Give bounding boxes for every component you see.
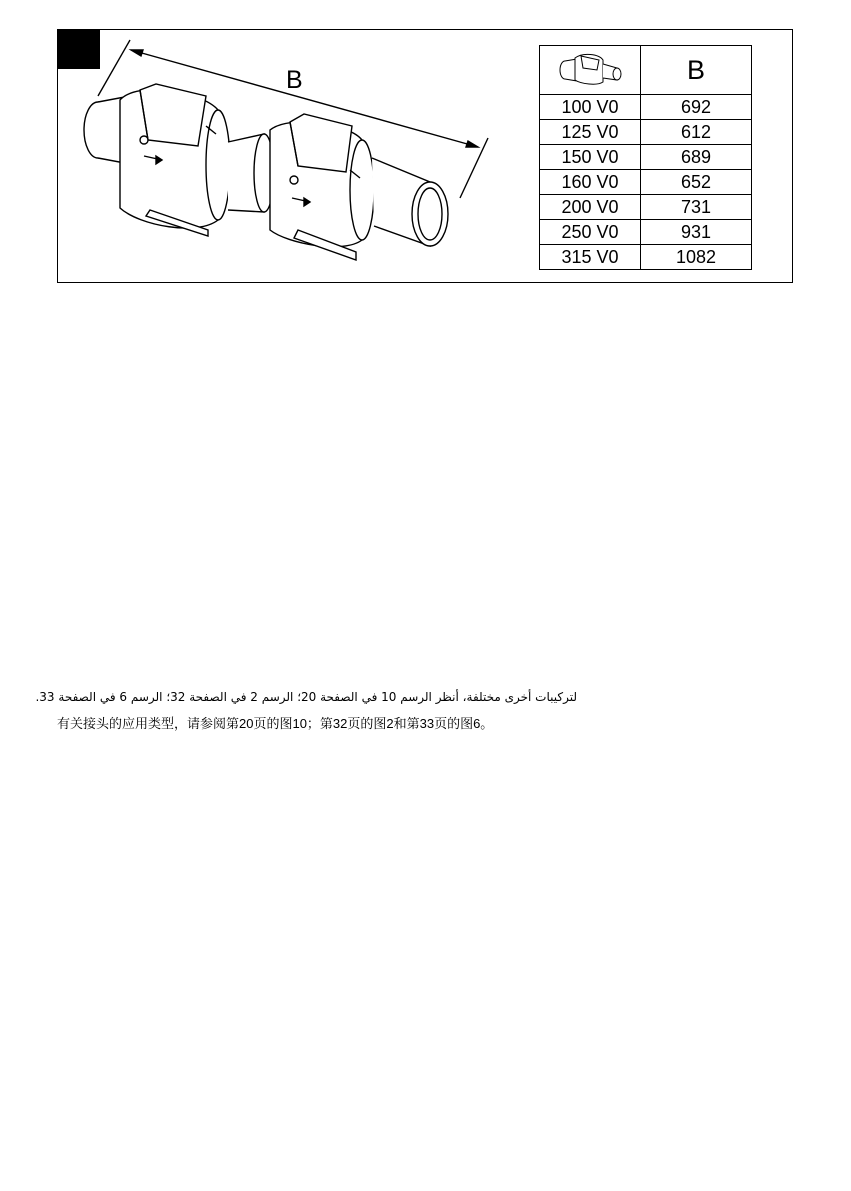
inline-duct-fan-icon <box>555 48 625 88</box>
table-row <box>540 170 752 195</box>
dimension-value-cell: 692 <box>641 95 752 120</box>
table-row <box>540 220 752 245</box>
figure-frame <box>57 29 793 283</box>
dimension-value-cell: 731 <box>641 195 752 220</box>
dimension-b-header-cell <box>641 46 752 95</box>
dimension-value-cell: 689 <box>641 145 752 170</box>
table-row <box>540 95 752 120</box>
dimension-b-label: B <box>286 66 303 94</box>
dimension-b-header-label: B <box>686 54 705 85</box>
table-row <box>540 120 752 145</box>
fan-model-cell: 100 V0 <box>540 95 641 120</box>
fan-model-header-cell <box>540 46 641 95</box>
fan-model-cell: 125 V0 <box>540 120 641 145</box>
fan-model-cell: 150 V0 <box>540 145 641 170</box>
fan-model-cell: 160 V0 <box>540 170 641 195</box>
fan-model-cell: 315 V0 <box>540 245 641 270</box>
chinese-installation-note: 有关接头的应用类型，请参阅第20页的图10；第32页的图2和第33页的图6。 <box>57 716 494 731</box>
dimension-table <box>539 45 752 270</box>
table-row <box>540 145 752 170</box>
fan-model-cell: 250 V0 <box>540 220 641 245</box>
dimension-value-cell: 1082 <box>641 245 752 270</box>
fan-model-cell: 200 V0 <box>540 195 641 220</box>
table-row <box>540 245 752 270</box>
dimension-value-cell: 612 <box>641 120 752 145</box>
table-row <box>540 195 752 220</box>
arabic-installation-note: لتركيبات أخرى مختلفة، أنظر الرسم 10 في الصفحة 20؛ الرسم 2 في الصفحة 32؛ الرسم 6 في الصفحة 33. <box>35 690 577 704</box>
table-header-row <box>540 46 752 95</box>
dimension-value-cell: 931 <box>641 220 752 245</box>
dimension-value-cell: 652 <box>641 170 752 195</box>
